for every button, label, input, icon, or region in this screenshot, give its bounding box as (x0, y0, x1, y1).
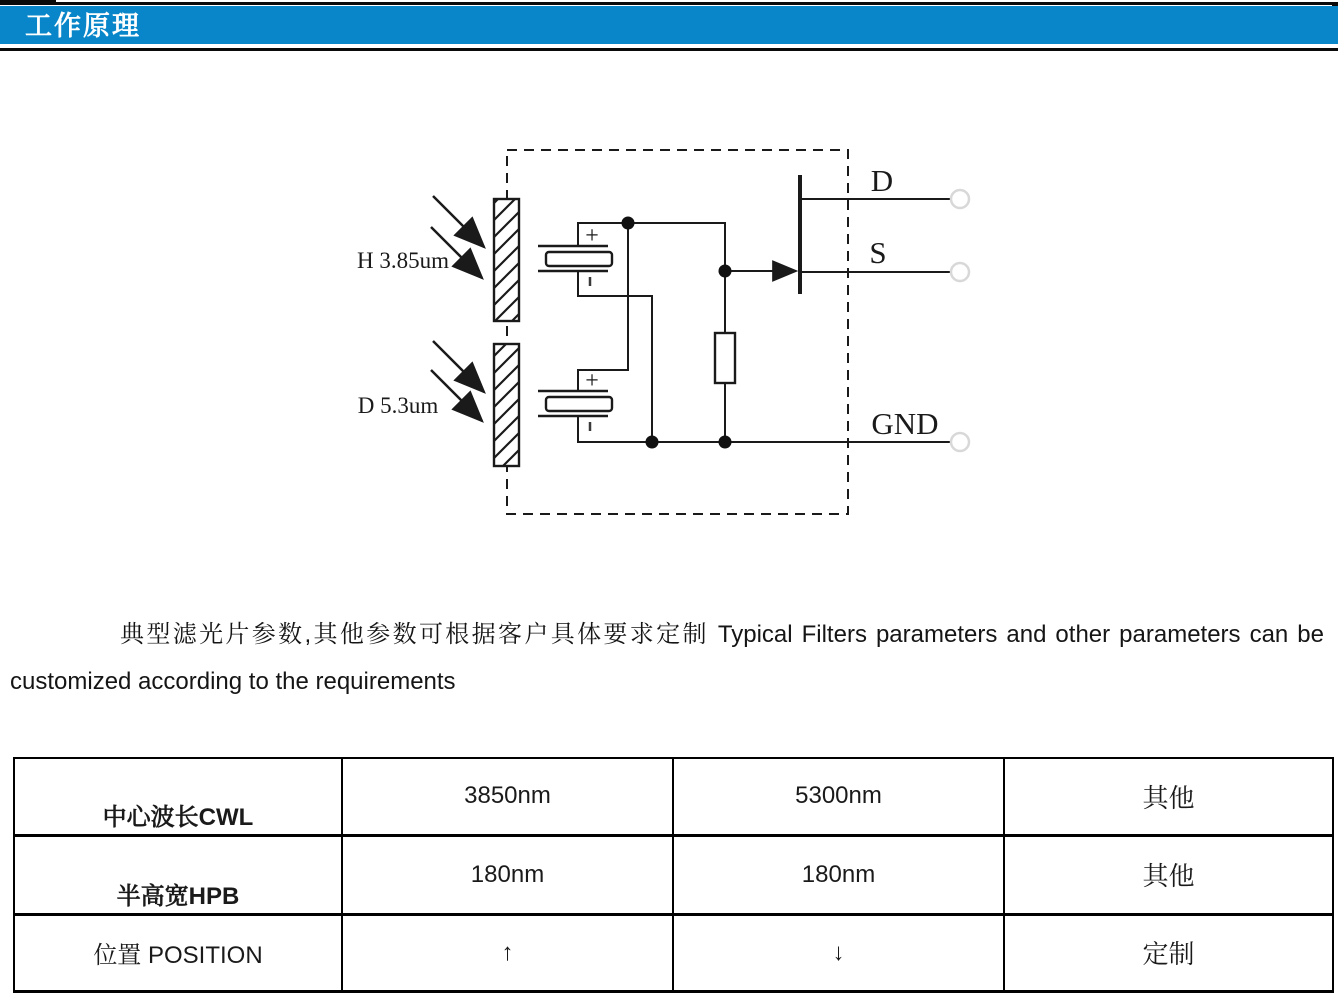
cwl-value-other: 其他 (1004, 758, 1333, 835)
cwl-value-2: 5300nm (673, 758, 1004, 835)
table-row-hpb (14, 835, 1333, 914)
hpb-value-other: 其他 (1004, 835, 1333, 914)
pyro-element-bottom (538, 368, 612, 431)
intro-paragraph: 典型滤光片参数,其他参数可根据客户具体要求定制 Typical Filters parameters and other parameters can be customized according to the requirements (10, 621, 1324, 695)
filter-parameters-table (13, 757, 1334, 993)
table-row-position (14, 914, 1333, 991)
page-title: 工作原理 (25, 11, 141, 41)
terminal-d-pin (951, 190, 969, 208)
gate-resistor (715, 333, 735, 383)
filter-top-label: H 3.85um (357, 248, 449, 273)
terminal-gnd-pin (951, 433, 969, 451)
hpb-value-1: 180nm (342, 835, 673, 914)
row-label-position: 位置 POSITION (14, 914, 342, 991)
terminal-s-label: S (869, 235, 887, 270)
optical-filter-top (494, 199, 519, 321)
sensor-housing-outline (507, 150, 848, 514)
optical-filter-bottom (494, 344, 519, 466)
hpb-value-2: 180nm (673, 835, 1004, 914)
terminal-gnd-label: GND (871, 406, 939, 441)
terminal-s-pin (951, 263, 969, 281)
cwl-value-1: 3850nm (342, 758, 673, 835)
position-value-custom: 定制 (1004, 914, 1333, 991)
terminal-d-label: D (870, 163, 894, 198)
table-row-cwl (14, 758, 1333, 835)
plus-polarity-mark: + (585, 368, 599, 394)
position-down-arrow-icon: ↓ (673, 914, 1004, 991)
incident-ir-arrow (433, 196, 484, 247)
position-up-arrow-icon: ↑ (342, 914, 673, 991)
row-label-hpb: 半高宽HPB (14, 835, 342, 914)
incident-ir-arrow (431, 370, 482, 421)
row-label-cwl: 中心波长CWL (14, 758, 342, 835)
filter-bottom-label: D 5.3um (357, 393, 439, 418)
pyro-element-top (538, 223, 612, 286)
incident-ir-arrow (433, 341, 484, 392)
plus-polarity-mark: + (585, 223, 599, 249)
